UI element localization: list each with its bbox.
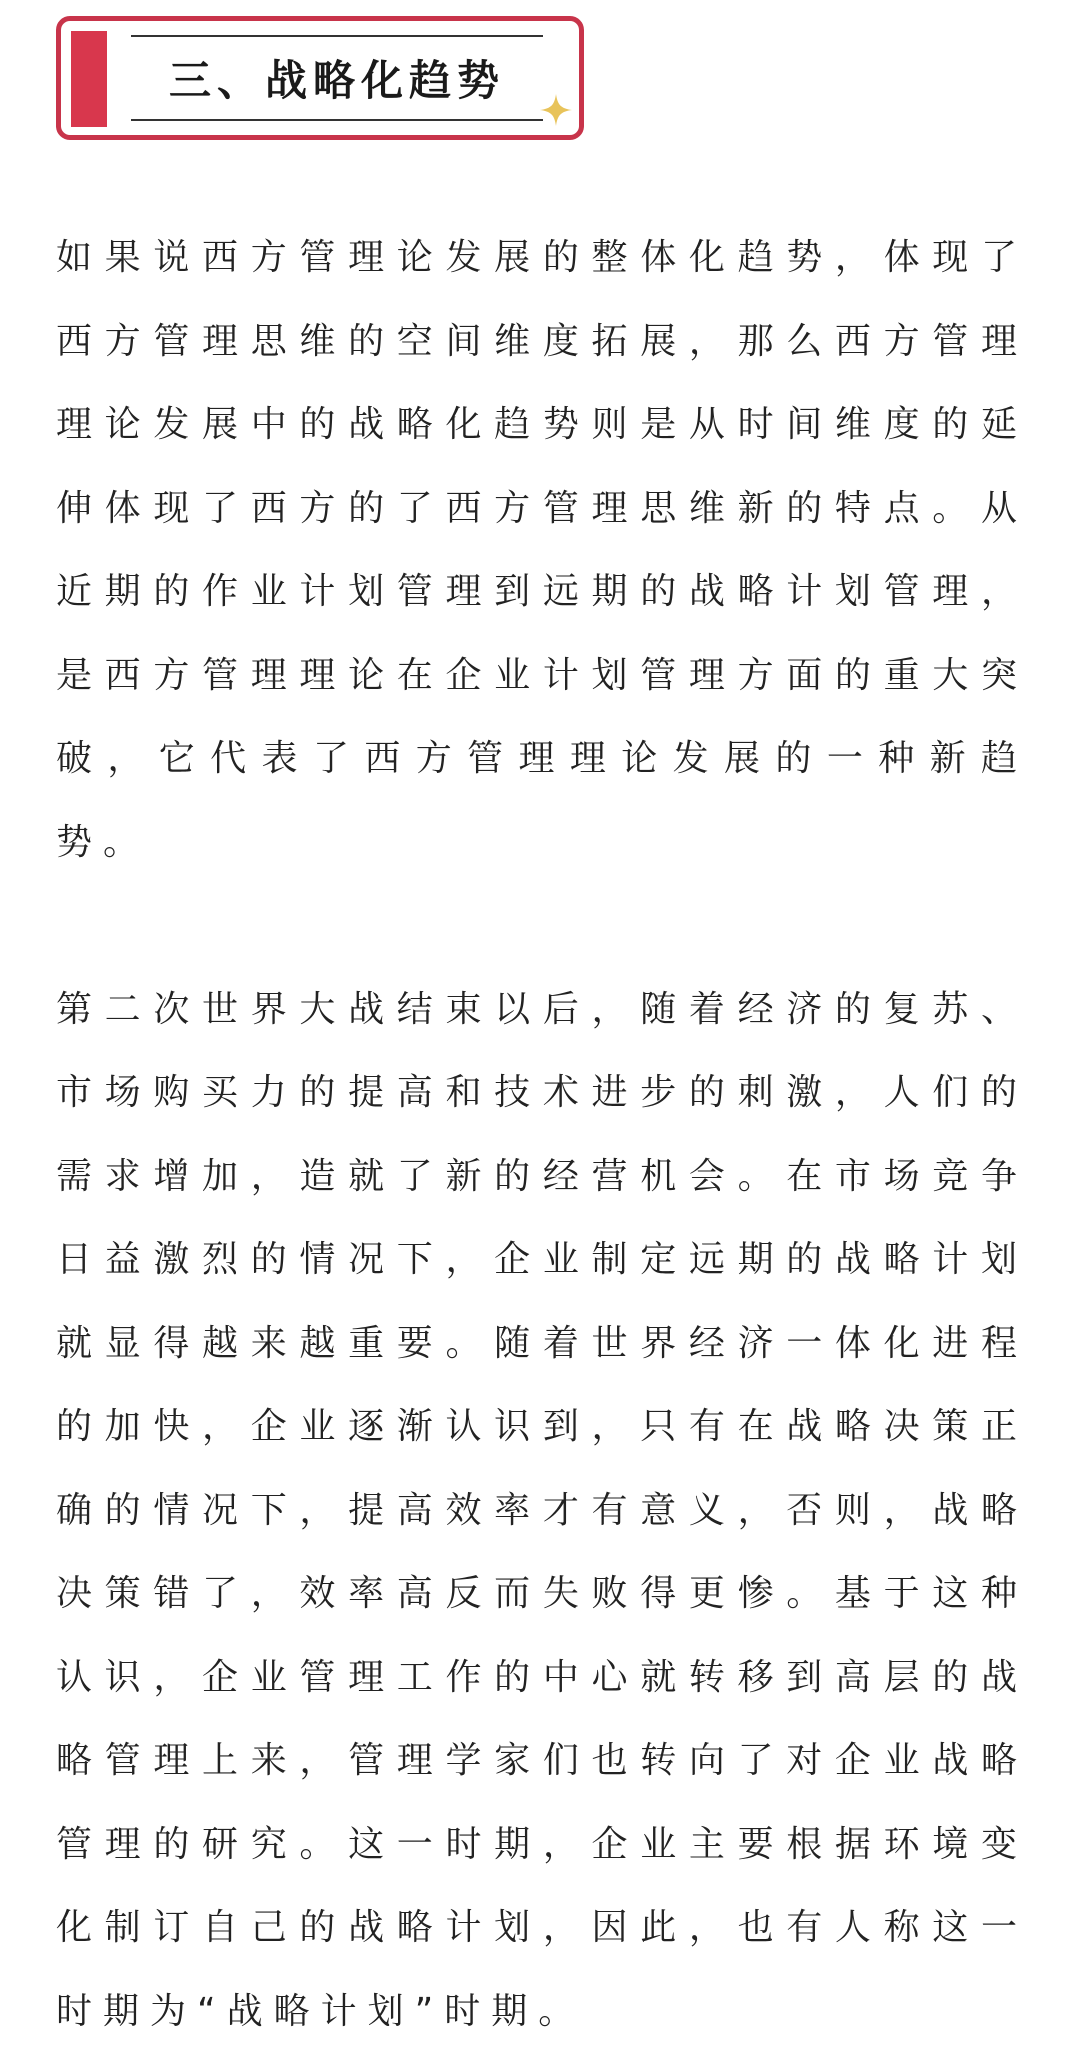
- paragraph-strategic-trend: 如果说西方管理论发展的整体化趋势，体现了西方管理思维的空间维度拓展，那么西方管理理论发展中的战略化趋势则是从时间维度的延伸体现了西方的了西方管理思维新的特点。从近期的作业计划管理到远期的战略计划管理，是西方管理理论在企业计划管理方面的重大突破，它代表了西方管理理论发展的一种新趋势。: [56, 216, 1028, 884]
- article-body: [56, 216, 1028, 2053]
- paragraph-postwar-history: 第二次世界大战结束以后，随着经济的复苏、市场购买力的提高和技术进步的刺激，人们的需求增加，造就了新的经营机会。在市场竞争日益激烈的情况下，企业制定远期的战略计划就显得越来越重要。随着世界经济一体化进程的加快，企业逐渐认识到，只有在战略决策正确的情况下，提高效率才有意义，否则，战略决策错了，效率高反而失败得更惨。基于这种认识，企业管理工作的中心就转移到高层的战略管理上来，管理学家们也转向了对企业战略管理的研究。这一时期，企业主要根据环境变化制订自己的战略计划，因此，也有人称这一时期为“战略计划”时期。: [56, 968, 1028, 2053]
- header-accent-bar: [71, 31, 107, 127]
- section-title: 三、战略化趋势: [131, 21, 543, 135]
- header-divider-bottom: [131, 119, 543, 121]
- sparkle-icon: [539, 93, 573, 127]
- section-header: [56, 16, 584, 140]
